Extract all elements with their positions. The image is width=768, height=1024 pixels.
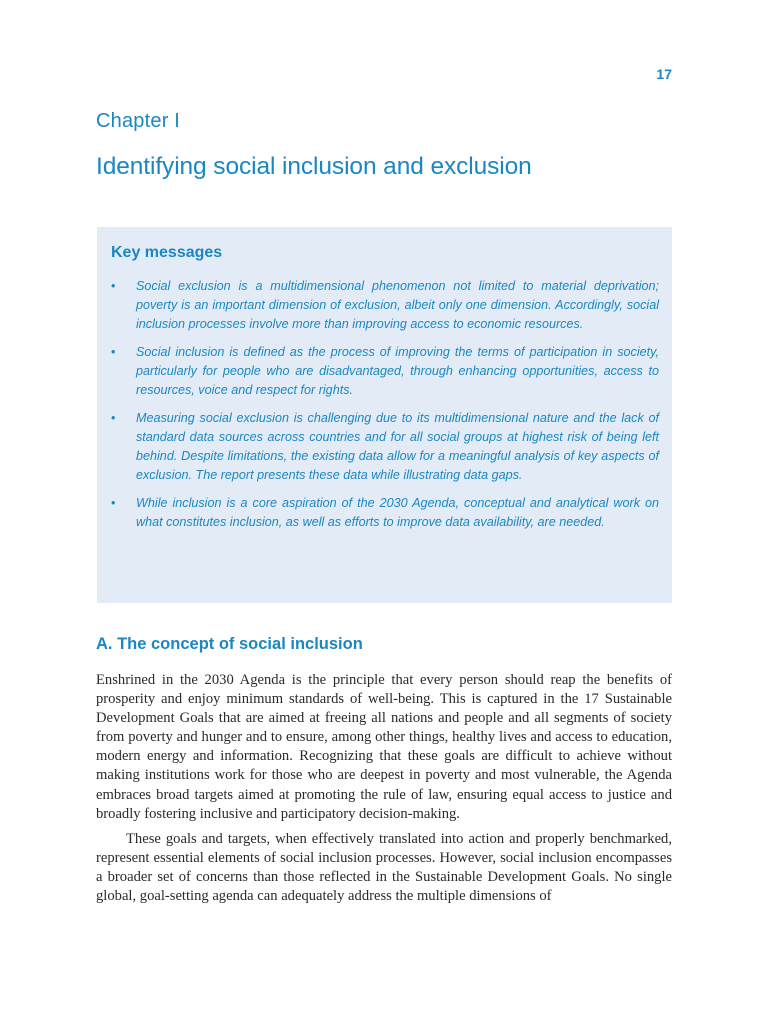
body-paragraph: Enshrined in the 2030 Agenda is the principle that every person should reap the benefits of prosperity and enjoy minimum standards of well-being. This is captured in the 17 Sustainable Development Goals that are aimed at freeing all nations and people and all segments of society from poverty and hunger and to ensure, among other things, healthy lives and access to education, modern energy and information. Recognizing that these goals are difficult to achieve without making institutions work for those who are deepest in poverty and most vulnerable, the Agenda embraces broad targets aimed at promoting the rule of law, ensuring equal access to justice and broadly fostering inclusive and participatory decision-making. [96,672,672,822]
section-body [96,671,672,912]
body-paragraph: These goals and targets, when effectively translated into action and properly benchmarked, represent essential elements of social inclusion processes. However, social inclusion encompasses a broader set of concerns than those reflected in the Sustainable Development Goals. No single global, goal-setting agenda can adequately address the multiple dimensions of [96,830,672,905]
key-messages-list [111,277,659,541]
bullet-icon: • [111,279,116,293]
key-message-text: Social inclusion is defined as the process of improving the terms of participation in society, particularly for people who are disadvantaged, through enhancing opportunities, access to resources, voice and respect for rights. [136,345,659,397]
key-messages-box [97,227,672,603]
key-message-item [111,277,659,334]
key-message-item [111,343,659,400]
chapter-label: Chapter I [96,110,181,132]
key-message-item [111,494,659,532]
bullet-icon: • [111,345,116,359]
bullet-icon: • [111,496,116,510]
key-messages-heading: Key messages [111,244,223,261]
section-heading: A. The concept of social inclusion [96,635,363,653]
chapter-title: Identifying social inclusion and exclusion [96,153,532,180]
key-message-text: Social exclusion is a multidimensional phenomenon not limited to material deprivation; poverty is an important dimension of exclusion, albeit only one dimension. Accordingly, social inclusion processes involve more than improving access to economic resources. [136,279,659,331]
key-message-text: Measuring social exclusion is challenging due to its multidimensional nature and the lack of standard data sources across countries and for all social groups at highest risk of being left behind. Despite limitations, the existing data allow for a meaningful analysis of key aspects of exclusion. The report presents these data while illustrating data gaps. [136,411,659,482]
key-message-text: While inclusion is a core aspiration of the 2030 Agenda, conceptual and analytical work on what constitutes inclusion, as well as efforts to improve data availability, are needed. [136,496,659,529]
page-number: 17 [656,66,672,82]
bullet-icon: • [111,411,116,425]
key-message-item [111,409,659,485]
